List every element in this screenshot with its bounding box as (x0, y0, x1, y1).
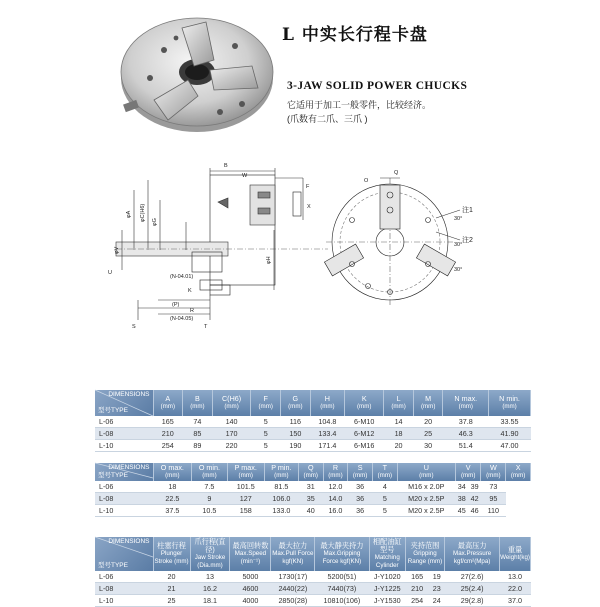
model-cell: L-10 (95, 505, 153, 517)
value-cell: 7.5 (192, 481, 227, 493)
value-cell: 10.5 (192, 505, 227, 517)
value-cell: 47.00 (489, 440, 531, 452)
value-cell: 30 (413, 440, 443, 452)
product-title-english: 3-JAW SOLID POWER CHUCKS (287, 80, 468, 92)
value-cell: 38 (455, 493, 468, 505)
value-cell: 89 (183, 440, 213, 452)
value-cell: 35 (298, 493, 323, 505)
column-header: P min. (mm) (264, 463, 298, 481)
value-cell: 36 (348, 481, 373, 493)
column-header: B (mm) (183, 390, 213, 416)
dim-label-g: φG (152, 218, 158, 226)
angle-label-2: 30° (454, 242, 463, 248)
value-cell: 12.0 (323, 481, 348, 493)
value-cell: 41.90 (489, 428, 531, 440)
dim-label-a: φA (126, 210, 132, 218)
table-row (95, 595, 531, 607)
value-cell: 81.5 (264, 481, 298, 493)
value-cell: 5200(51) (315, 571, 369, 583)
dim-label-x: X (307, 204, 311, 210)
value-cell: 95 (481, 493, 506, 505)
table-row (95, 505, 531, 517)
value-cell: 31 (298, 481, 323, 493)
value-cell: 24 (429, 595, 445, 607)
column-header: 最大拉力 Max.Pull Force kgf(KN) (271, 537, 315, 571)
value-cell: 165 (153, 416, 183, 428)
column-header: 最大静夹持力 Max.Gripping Force kgf(KN) (315, 537, 369, 571)
value-cell: 2440(22) (271, 583, 315, 595)
value-cell: 46.3 (443, 428, 489, 440)
dim-label-p: (P) (172, 302, 180, 308)
value-cell: 254 (153, 440, 183, 452)
column-header: V (mm) (455, 463, 481, 481)
dim-label-w: W (242, 173, 248, 179)
technical-drawing (98, 160, 498, 335)
value-cell: 16.0 (323, 505, 348, 517)
value-cell: 6-M16 (345, 440, 384, 452)
value-cell: 210 (405, 583, 429, 595)
column-header: 爪行程(直径) Jaw Stroke (Dia.mm) (190, 537, 230, 571)
value-cell: J-Y1020 (369, 571, 405, 583)
column-header: Q (mm) (298, 463, 323, 481)
value-cell: 165 (405, 571, 429, 583)
value-cell: 39 (468, 481, 481, 493)
value-cell: 5 (251, 440, 281, 452)
jaw-count-note: (爪数有二爪、三爪 ) (287, 114, 368, 124)
model-cell: L-10 (95, 440, 153, 452)
column-header: A (mm) (153, 390, 183, 416)
value-cell: 10810(106) (315, 595, 369, 607)
value-cell: 110 (481, 505, 506, 517)
value-cell: 25(2.4) (445, 583, 500, 595)
column-header: N min. (mm) (489, 390, 531, 416)
dim-label-c: φC(H6) (140, 203, 146, 222)
column-header: M (mm) (413, 390, 443, 416)
value-cell: 20 (153, 571, 190, 583)
dim-label-o: O (364, 178, 369, 184)
column-header: 重量 Weight(kg) (500, 537, 531, 571)
value-cell: 51.4 (443, 440, 489, 452)
value-cell: J-Y1530 (369, 595, 405, 607)
table-row (95, 428, 531, 440)
model-cell: L-06 (95, 416, 153, 428)
value-cell: 36 (348, 493, 373, 505)
value-cell: 5 (373, 493, 398, 505)
dim-label-n2: (N-04.05) (170, 316, 194, 322)
value-cell: 4 (373, 481, 398, 493)
chuck-product-photo (102, 8, 292, 136)
table-row (95, 571, 531, 583)
product-description: 它适用于加工一般零件，比较经济。 (287, 100, 432, 110)
dim-label-r: R (190, 308, 194, 314)
value-cell: 2850(28) (271, 595, 315, 607)
value-cell: 4600 (230, 583, 271, 595)
table-corner-cell: DIMENSIONS 型号TYPE (95, 537, 153, 571)
value-cell: 104.8 (310, 416, 345, 428)
page-title: L 中实长行程卡盘 (282, 25, 428, 45)
value-cell: 171.4 (310, 440, 345, 452)
column-header: S (mm) (348, 463, 373, 481)
column-header: 最高压力 Max.Pressure kgf/cm²(Mpa) (445, 537, 500, 571)
column-header: 相配油缸型号 Matching Cylinder (369, 537, 405, 571)
value-cell: 40 (298, 505, 323, 517)
column-header: F (mm) (251, 390, 281, 416)
value-cell: 7440(73) (315, 583, 369, 595)
value-cell: 74 (183, 416, 213, 428)
column-header: 最高回转数 Max.Speed (min⁻¹) (230, 537, 271, 571)
column-header: H (mm) (310, 390, 345, 416)
column-header: 夹持范围 Gripping Range (mm) (405, 537, 444, 571)
value-cell: M20 x 2.5P (397, 493, 455, 505)
dim-label-v: φV (114, 246, 120, 254)
dim-label-f: F (306, 184, 310, 190)
table-row (95, 416, 531, 428)
dim-label-u: U (108, 270, 112, 276)
column-header: O max. (mm) (153, 463, 192, 481)
value-cell: 37.5 (153, 505, 192, 517)
value-cell: 6-M12 (345, 428, 384, 440)
value-cell: 5 (251, 416, 281, 428)
column-header: N max. (mm) (443, 390, 489, 416)
table-corner-cell: DIMENSIONS 型号TYPE (95, 390, 153, 416)
section-view (116, 168, 328, 320)
value-cell: 73 (481, 481, 506, 493)
model-cell: L-10 (95, 595, 153, 607)
column-header: P max. (mm) (227, 463, 264, 481)
value-cell: 25 (153, 595, 190, 607)
value-cell: 20 (384, 440, 414, 452)
value-cell: 116 (281, 416, 311, 428)
column-header: 柱塞行程 Plunger Stroke (mm) (153, 537, 190, 571)
model-cell: L-06 (95, 571, 153, 583)
value-cell: 6-M10 (345, 416, 384, 428)
dim-label-t: T (204, 324, 208, 330)
value-cell: J-Y1225 (369, 583, 405, 595)
value-cell: 85 (183, 428, 213, 440)
table-row (95, 440, 531, 452)
value-cell: 46 (468, 505, 481, 517)
column-header: O min. (mm) (192, 463, 227, 481)
dim-label-q: Q (394, 170, 399, 176)
value-cell: 1730(17) (271, 571, 315, 583)
value-cell: 133.0 (264, 505, 298, 517)
value-cell: 158 (227, 505, 264, 517)
value-cell: 14 (384, 416, 414, 428)
value-cell: 5 (251, 428, 281, 440)
value-cell: 37.0 (500, 595, 531, 607)
dim-label-h: φH (266, 256, 272, 264)
value-cell: 36 (348, 505, 373, 517)
value-cell: 170 (212, 428, 251, 440)
performance-table (95, 537, 531, 607)
value-cell: 22.5 (153, 493, 192, 505)
dim-label-b: B (224, 163, 228, 169)
value-cell: 25 (413, 428, 443, 440)
value-cell: 22.0 (500, 583, 531, 595)
table-header-row (95, 463, 531, 481)
column-header: R (mm) (323, 463, 348, 481)
model-cell: L-08 (95, 493, 153, 505)
angle-label-3: 30° (454, 267, 463, 273)
value-cell: 150 (281, 428, 311, 440)
table-row (95, 481, 531, 493)
column-header: T (mm) (373, 463, 398, 481)
value-cell: 5000 (230, 571, 271, 583)
value-cell: 45 (455, 505, 468, 517)
column-header: X (mm) (506, 463, 531, 481)
value-cell: 19 (429, 571, 445, 583)
value-cell: 133.4 (310, 428, 345, 440)
value-cell: 29(2.8) (445, 595, 500, 607)
value-cell: 101.5 (227, 481, 264, 493)
table-header-row (95, 390, 531, 416)
value-cell: 220 (212, 440, 251, 452)
model-cell: L-08 (95, 583, 153, 595)
note-2: 注2 (462, 237, 473, 244)
column-header: K (mm) (345, 390, 384, 416)
model-cell: L-08 (95, 428, 153, 440)
value-cell: 16.2 (190, 583, 230, 595)
dim-label-n1: (N-04.01) (170, 274, 194, 280)
column-header: U (mm) (397, 463, 455, 481)
value-cell: 42 (468, 493, 481, 505)
dim-label-k: K (188, 288, 192, 294)
column-header: L (mm) (384, 390, 414, 416)
table-header-row (95, 537, 531, 571)
value-cell: M20 x 2.5P (397, 505, 455, 517)
value-cell: 37.8 (443, 416, 489, 428)
note-1: 注1 (462, 207, 473, 214)
dim-label-s: S (132, 324, 136, 330)
value-cell: 18.1 (190, 595, 230, 607)
column-header: G (mm) (281, 390, 311, 416)
value-cell: M16 x 2.0P (397, 481, 455, 493)
table-corner-cell: DIMENSIONS 型号TYPE (95, 463, 153, 481)
column-header: W (mm) (481, 463, 506, 481)
column-header: C(H6) (mm) (212, 390, 251, 416)
value-cell: 18 (384, 428, 414, 440)
front-view (324, 178, 463, 306)
value-cell: 23 (429, 583, 445, 595)
value-cell: 13.0 (500, 571, 531, 583)
value-cell: 106.0 (264, 493, 298, 505)
value-cell: 9 (192, 493, 227, 505)
value-cell: 18 (153, 481, 192, 493)
value-cell: 13 (190, 571, 230, 583)
dimensions-table-2 (95, 463, 531, 517)
angle-label-1: 30° (454, 216, 463, 222)
value-cell: 4000 (230, 595, 271, 607)
table-row (95, 583, 531, 595)
value-cell: 20 (413, 416, 443, 428)
value-cell: 127 (227, 493, 264, 505)
value-cell: 140 (212, 416, 251, 428)
model-cell: L-06 (95, 481, 153, 493)
value-cell: 33.55 (489, 416, 531, 428)
table-row (95, 493, 531, 505)
value-cell: 254 (405, 595, 429, 607)
value-cell: 21 (153, 583, 190, 595)
value-cell: 14.0 (323, 493, 348, 505)
value-cell: 5 (373, 505, 398, 517)
value-cell: 190 (281, 440, 311, 452)
dimensions-table-1 (95, 390, 531, 452)
value-cell: 27(2.6) (445, 571, 500, 583)
value-cell: 34 (455, 481, 468, 493)
value-cell: 210 (153, 428, 183, 440)
